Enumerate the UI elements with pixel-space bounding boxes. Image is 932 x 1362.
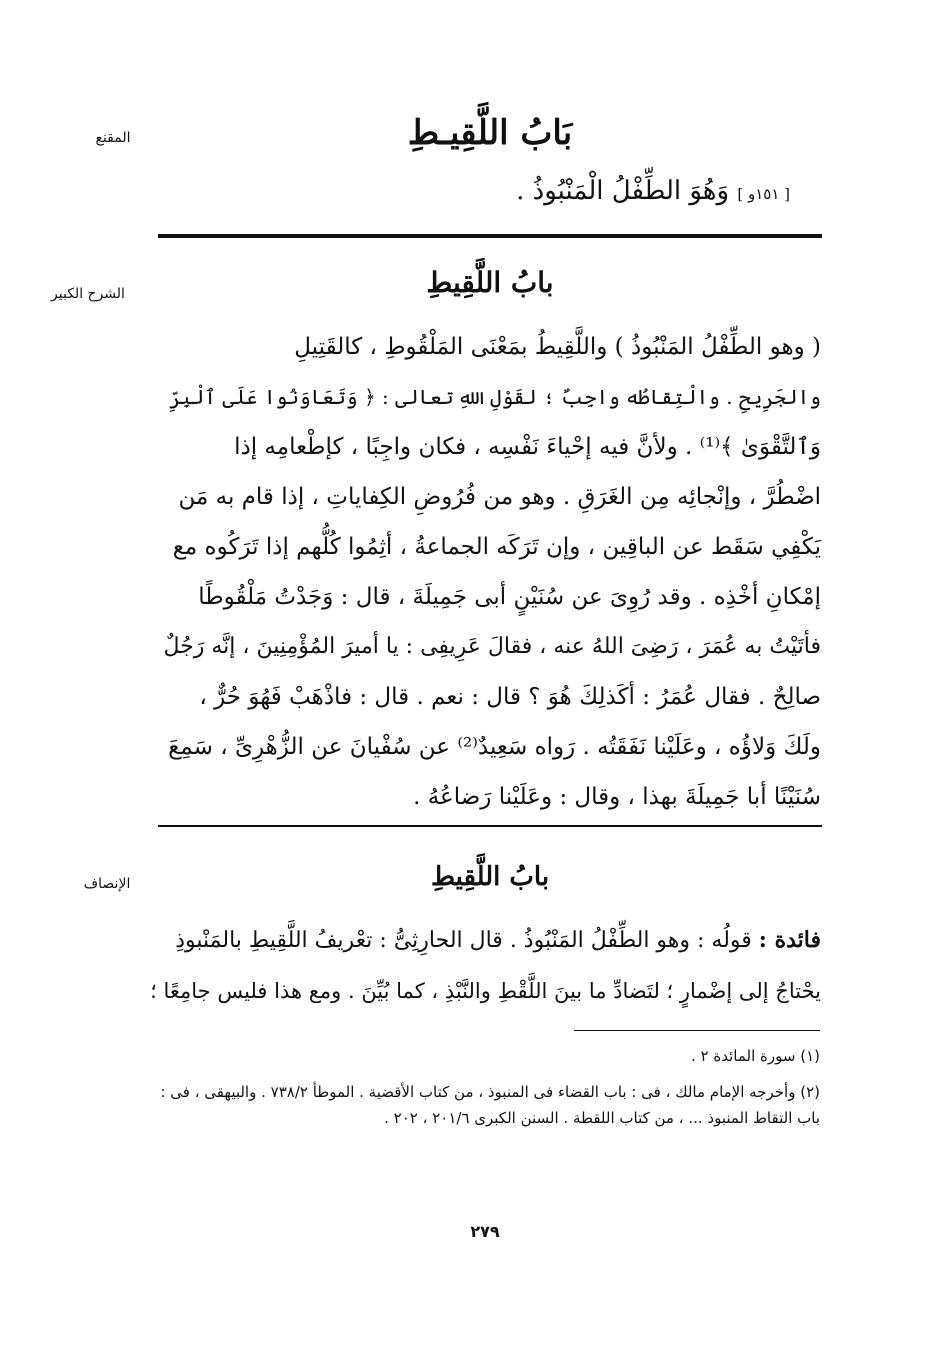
sharh-line: صالِحٌ . فقال عُمَرُ : أكَذلِكَ هُوَ ؟ قال : نعم . قال : فاذْهَبْ فَهُوَ حُرٌّ ،: [199, 684, 821, 710]
sharh-title: بابُ اللَّقِيطِ: [426, 266, 554, 299]
sharh-body: [155, 322, 821, 822]
section-divider-thin: [158, 825, 822, 827]
footnote-1: (١) سورة المائدة ٢ .: [691, 1047, 820, 1065]
fa-ida-label: فائدة :: [758, 927, 821, 953]
insaf-line1-text: قولُه : وهو الطِّفْلُ المَنْبُوذُ . قال الحارِثِىُّ : تعْريفُ اللَّقِيطِ بالمَنْبوذِ: [175, 928, 752, 953]
side-label-sharh: الشرح الكبير: [51, 286, 125, 302]
footnote-2-cont: باب التقاط المنبوذ ... ، من كتاب اللقطة . السنن الكبرى ٢٠١/٦ ، ٢٠٢ .: [384, 1109, 820, 1127]
footnote-separator: [574, 1030, 820, 1031]
sharh-line: يَكْفِي سَقَط عن الباقِين ، وإن تَرَكَه الجماعةُ ، أثِمُوا كُلُّهم إذا تَرَكُوه مع: [172, 534, 821, 560]
insaf-title: بابُ اللَّقِيطِ: [430, 862, 550, 892]
sharh-line: فأتَيْتُ به عُمَرَ ، رَضِىَ اللهُ عنه ، فقالَ عَرِيفِى : يا أميرَ المُؤْمِنِينَ ، إنَّه رَجُلٌ: [163, 634, 821, 659]
muqni-title: بَابُ اللَّقِيـطِ: [407, 113, 573, 153]
sharh-line: ولَكَ وَلاؤُه ، وعَلَيْنا نَفَقَتُه . رَواه سَعِيدٌ⁽²⁾ عن سُفْيانَ عن الزُّهْرِىِّ ، سَمِعَ: [168, 734, 821, 760]
sharh-line: وَٱلتَّقْوَىٰ ﴾⁽¹⁾ . ولأنَّ فيه إحْياءَ نَفْسِه ، فكان واجِبًا ، كإطْعامِه إذا: [234, 434, 821, 460]
section-divider-thick: [158, 234, 822, 238]
side-label-insaf: الإنصاف: [83, 876, 131, 892]
sharh-line: إمْكانِ أخْذِه . وقد رُوِىَ عن سُنَيْنٍ أبى جَمِيلَةَ ، قال : وَجَدْتُ مَلْقُوطًا: [198, 584, 821, 610]
sharh-line: اضْطُرَّ ، وإنْجائِه مِن الغَرَقِ . وهو من فُرُوضِ الكِفاياتِ ، إذا قام به مَن: [178, 484, 821, 510]
footnote-2: (٢) وأخرجه الإمام مالك ، فى : باب القضاء فى المنبوذ ، من كتاب الأقضية . الموطأ ٧٣٨/٢ . والبيهقى ، فى :: [160, 1083, 820, 1101]
insaf-line: [150, 915, 821, 966]
muqni-text: وَهُوَ الطِّفْلُ الْمَنْبُوذُ .: [516, 176, 730, 206]
folio-marker: [ ١٥١و ]: [737, 185, 790, 203]
sharh-line: سُنَيْنًا أبا جَمِيلَةَ بهذا ، وقال : وعَلَيْنا رَضاعُهُ .: [413, 784, 821, 810]
footnotes: [150, 1043, 820, 1131]
muqni-text-line: [380, 176, 790, 206]
side-label-muqni: المقنع: [95, 130, 131, 146]
sharh-line: والجَرِيحِ . والْتِقاطُه واجِبٌ ؛ لقَوْلِ اللهِ تعالى : ﴿ وَتَعَاوَنُوا عَلَى ٱلْبِرِّ: [169, 385, 821, 409]
page-number: ٢٧٩: [470, 1222, 500, 1241]
insaf-body: [150, 915, 821, 1016]
sharh-line: ( وهو الطِّفْلُ المَنْبُوذُ ) واللَّقِيطُ بمَعْنَى المَلْقُوطِ ، كالقَتِيلِ: [294, 334, 821, 360]
insaf-line: يحْتاجُ إلى إضْمارٍ ؛ لتَضادِّ ما بينَ اللَّقْطِ والنَّبْذِ ، كما بُيِّنَ . ومع هذا فليس جامِعًا ؛: [150, 979, 821, 1003]
